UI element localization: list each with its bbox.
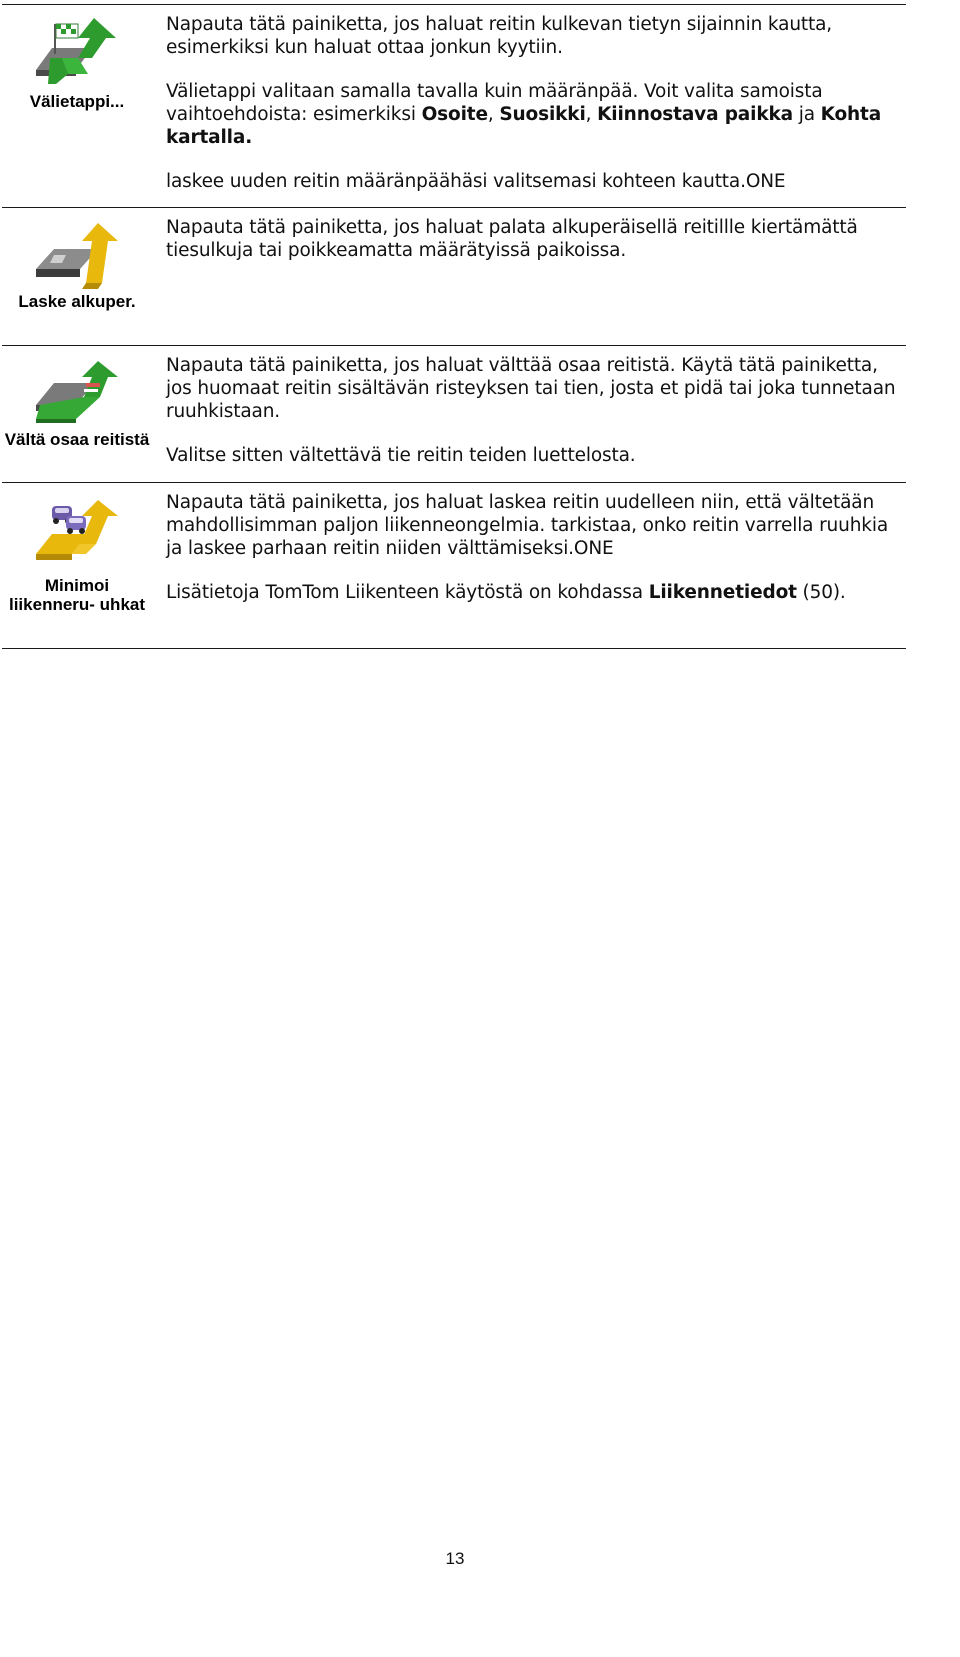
- term-suosikki: Suosikki: [499, 104, 586, 125]
- button-label: Välietappi...: [29, 92, 125, 111]
- page-number: 13: [445, 1549, 465, 1568]
- table-bottom-rule: [2, 648, 906, 649]
- paragraph: Napauta tätä painiketta, jos haluat reitin kulkevan tietyn sijainnin kautta, esimerkiksi kun haluat ottaa jonkun kyytiin.: [166, 14, 833, 58]
- icon-cell: [2, 4, 152, 207]
- minimize-traffic-delays-icon: [32, 498, 124, 568]
- icon-cell: [2, 482, 152, 648]
- avoid-part-of-route-icon: [32, 361, 124, 431]
- button-label: Laske alkuper.: [18, 292, 136, 311]
- row-description: [166, 354, 896, 467]
- paragraph: Napauta tätä painiketta, jos haluat laskea reitin uudelleen niin, että vältetään mahdollisimman paljon liikenneongelmia. tarkistaa, onko reitin varrella ruuhkia ja laskee parhaan reitin niiden välttämiseksi.ONE: [166, 492, 889, 559]
- paragraph: Välietappi valitaan samalla tavalla kuin määränpää. Voit valita samoista vaihtoehdoista: esimerkiksi Osoite, Suosikki, Kiinnostava paikka ja Kohta kartalla.: [166, 81, 882, 148]
- term-kohta-kartalla: Kohta kartalla: [166, 104, 882, 148]
- icon-cell: [2, 207, 152, 345]
- waypoint-flag-arrow-icon: [32, 18, 124, 88]
- paragraph: Lisätietoja TomTom Liikenteen käytöstä on kohdassa Liikennetiedot (50).: [166, 582, 846, 603]
- table-row-recalculate-original: [2, 207, 906, 345]
- term-osoite: Osoite: [421, 104, 488, 125]
- table-row-avoid-part: [2, 345, 906, 482]
- term-kiinnostava-paikka: Kiinnostava paikka: [597, 104, 793, 125]
- paragraph: laskee uuden reitin määränpäähäsi valitsemasi kohteen kautta.ONE: [166, 171, 786, 192]
- paragraph: Napauta tätä painiketta, jos haluat palata alkuperäisellä reitillle kiertämättä tiesulkuja tai poikkeamatta määrätyissä paikoissa.: [166, 217, 858, 261]
- row-description: [166, 13, 896, 193]
- button-label: Minimoi liikenneru- uhkat: [8, 576, 146, 614]
- button-label: Vältä osaa reitistä: [4, 430, 150, 449]
- paragraph: Napauta tätä painiketta, jos haluat välttää osaa reitistä. Käytä tätä painiketta, jos huomaat reitin sisältävän risteyksen tai tien, josta et pidä tai joka tunnetaan ruuhkistaan.: [166, 355, 896, 422]
- term-liikennetiedot: Liikennetiedot: [648, 582, 797, 603]
- recalculate-original-route-icon: [32, 223, 124, 293]
- icon-cell: [2, 345, 152, 482]
- row-description: [166, 216, 896, 262]
- table-row-waypoint: [2, 4, 906, 207]
- paragraph: Valitse sitten vältettävä tie reitin teiden luettelosta.: [166, 445, 636, 466]
- table-row-minimize-traffic: [2, 482, 906, 648]
- row-description: [166, 491, 896, 604]
